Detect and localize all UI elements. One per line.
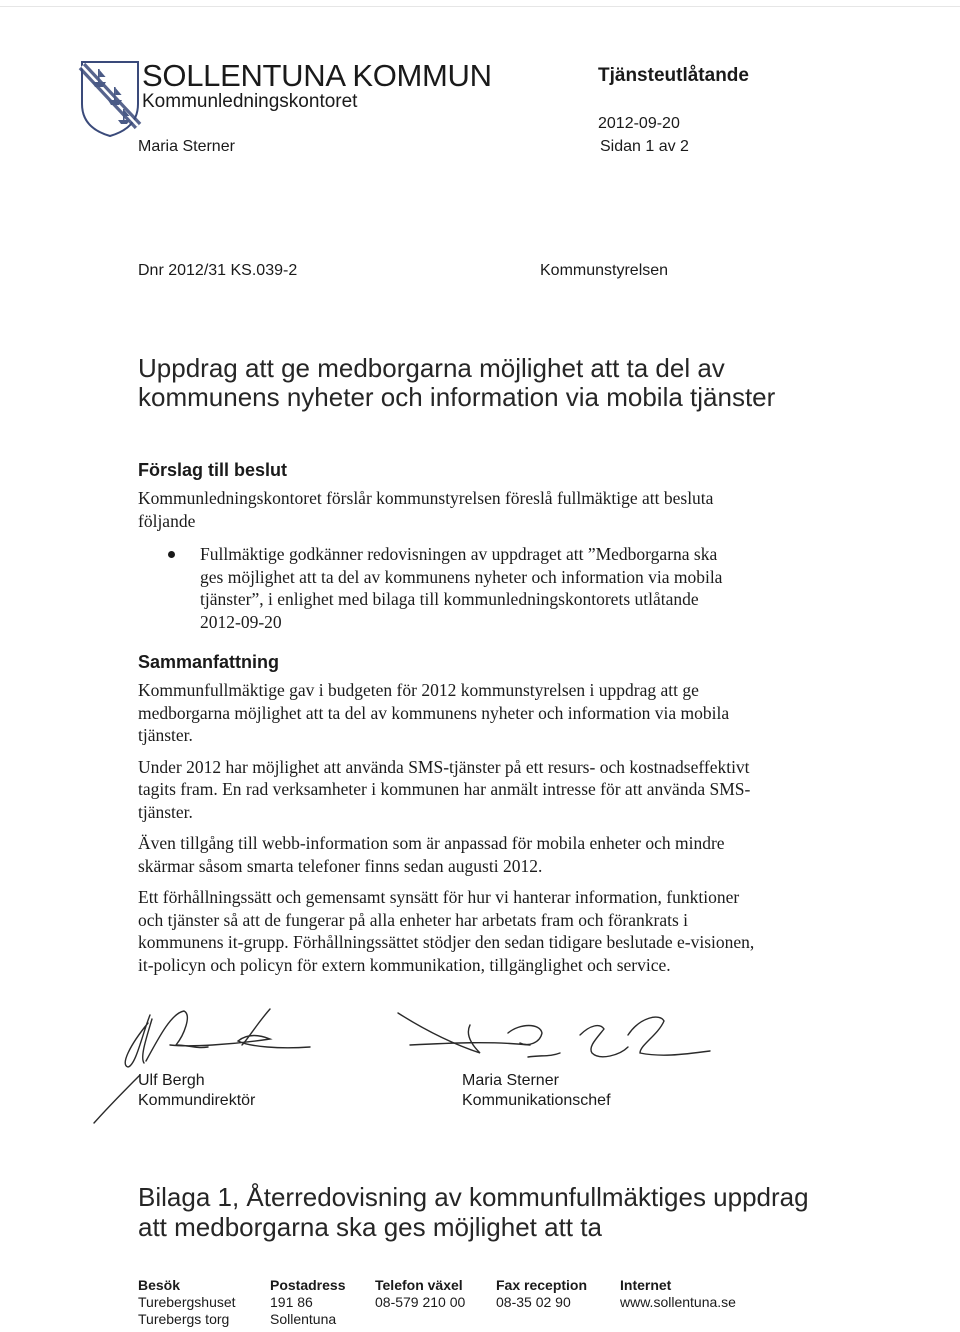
- top-rule: [0, 6, 960, 7]
- footer-value: 08-35 02 90: [496, 1294, 571, 1310]
- footer-value: 08-579 210 00: [375, 1294, 466, 1310]
- footer-postal: [270, 1277, 345, 1328]
- signatory-name: Maria Sterner: [462, 1072, 559, 1089]
- website-link[interactable]: www.sollentuna.se: [620, 1294, 736, 1310]
- document-date: 2012-09-20: [598, 115, 680, 132]
- footer-visit: [138, 1277, 236, 1328]
- signatory-name: Ulf Bergh: [138, 1072, 205, 1089]
- footer-label: Fax reception: [496, 1277, 588, 1293]
- list-item: [200, 543, 740, 633]
- proposal-list: [200, 543, 740, 633]
- footer-value: Turebergs torg: [138, 1311, 230, 1327]
- proposal-heading: Förslag till beslut: [138, 460, 288, 480]
- attachment-title: Bilaga 1, Återredovisning av kommunfullmäktiges uppdrag att medborgarna ska ges möjlighet att ta: [138, 1182, 809, 1242]
- signatory-role: Kommundirektör: [138, 1092, 256, 1109]
- recipient: Kommunstyrelsen: [540, 262, 669, 279]
- document-type: Tjänsteutlåtande: [598, 65, 749, 86]
- proposal-intro: Kommunledningskontoret förslår kommunstyrelsen föreslå fullmäktige att besluta följande: [138, 488, 714, 531]
- summary-paragraph: Ett förhållningssätt och gemensamt synsätt för hur vi hanterar information, funktioner och tjänster så att de fungerar på alla enheter har arbetats fram och förankrats i kommunens it-grupp. Förhållningssättet stödjer den sedan tidigare beslutade e-visionen, it-policyn och policyn för extern kommunikation, tillgänglighet och service.: [138, 887, 755, 975]
- coat-of-arms-icon: [78, 58, 142, 138]
- document-title: Uppdrag att ge medborgarna möjlighet att ta del av kommunens nyheter och information via mobila tjänster: [138, 353, 776, 412]
- summary-paragraph: Kommunfullmäktige gav i budgeten för 2012 kommunstyrelsen i uppdrag att ge medborgarna möjlighet att ta del av kommunens nyheter och information via mobila tjänster.: [138, 680, 730, 745]
- footer-phone: [375, 1277, 465, 1311]
- footer-value: Turebergshuset: [138, 1294, 236, 1310]
- footer-label: Postadress: [270, 1277, 346, 1293]
- footer-fax: [496, 1277, 587, 1311]
- footer-label: Telefon växel: [375, 1277, 463, 1293]
- signature-maria-sterner: [398, 1013, 710, 1057]
- page-number: Sidan 1 av 2: [600, 138, 689, 155]
- footer-web: [620, 1277, 736, 1311]
- summary-heading: Sammanfattning: [138, 652, 280, 672]
- organization-name: SOLLENTUNA KOMMUN: [142, 58, 492, 93]
- footer-label: Internet: [620, 1277, 672, 1293]
- summary-body: [138, 679, 758, 985]
- summary-paragraph: Under 2012 har möjlighet att använda SMS-tjänster på ett resurs- och kostnadseffektivt tagits fram. En rad verksamheter i kommunen har anmält intresse för att använda SMS-tjänster.: [138, 756, 751, 822]
- footer-value: 191 86: [270, 1294, 313, 1310]
- registration-number: Dnr 2012/31 KS.039-2: [138, 262, 298, 279]
- footer-label: Besök: [138, 1277, 181, 1293]
- summary-paragraph: Även tillgång till webb-information som är anpassad för mobila enheter och mindre skärmar såsom smarta telefoner finns sedan augusti 2012.: [138, 833, 725, 876]
- list-item-text: Fullmäktige godkänner redovisningen av uppdraget att ”Medborgarna ska ges möjlighet att ta del av kommunens nyheter och information via mobila tjänster”, i enlighet med bilaga till kommunledningskontorets utlåtande 2012-09-20: [200, 544, 723, 632]
- signatory-role: Kommunikationschef: [462, 1092, 611, 1109]
- bullet-icon: [168, 551, 175, 558]
- author-name: Maria Sterner: [138, 138, 235, 155]
- department-name: Kommunledningskontoret: [142, 91, 358, 112]
- footer-value: Sollentuna: [270, 1311, 337, 1327]
